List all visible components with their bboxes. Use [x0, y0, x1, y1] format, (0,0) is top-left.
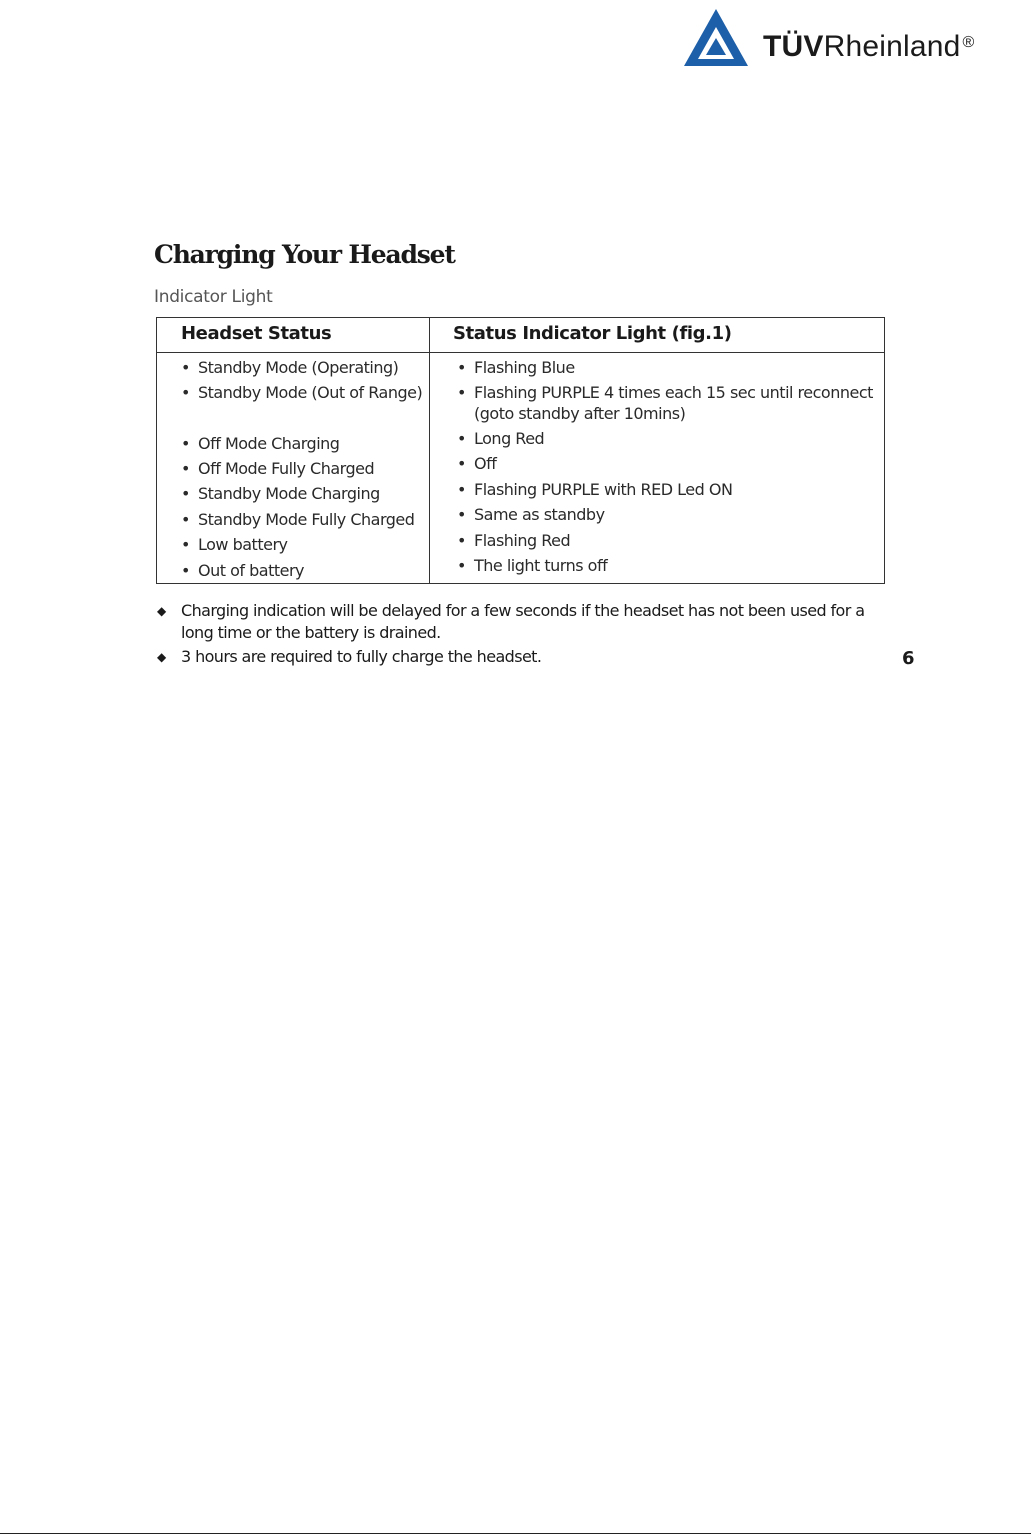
registered-mark: ® [962, 34, 975, 51]
note-text: 3 hours are required to fully charge the headset. [181, 647, 542, 666]
list-item: • Standby Mode Fully Charged [181, 509, 414, 530]
page-title: Charging Your Headset [154, 240, 455, 269]
section-subtitle: Indicator Light [154, 287, 273, 307]
header-divider [157, 352, 884, 353]
list-item: • Long Red [457, 428, 544, 449]
list-item: • Standby Mode Charging [181, 483, 380, 504]
list-item: • Standby Mode (Out of Range) [181, 382, 422, 403]
list-item: • Low battery [181, 534, 288, 555]
list-item: • Off Mode Fully Charged [181, 458, 374, 479]
logo-wordmark [763, 30, 975, 64]
list-item: • Flashing Blue [457, 357, 575, 378]
header-headset-status: Headset Status [181, 323, 332, 344]
list-item: • Flashing Red [457, 530, 570, 551]
list-item: • Standby Mode (Operating) [181, 357, 398, 378]
list-item-continuation: (goto standby after 10mins) [474, 404, 686, 423]
note-text: Charging indication will be delayed for a few seconds if the headset has not been used for a long time or the battery is drained. [181, 601, 865, 642]
list-item: • Off Mode Charging [181, 433, 339, 454]
list-item: • Same as standby [457, 504, 605, 525]
logo-brand-bold: TÜV [763, 30, 824, 63]
list-item: • Off [457, 453, 496, 474]
note-item [157, 646, 897, 668]
logo-brand-rest: Rheinland [823, 30, 961, 63]
list-item: • Flashing PURPLE 4 times each 15 sec until reconnect [457, 382, 873, 403]
list-item: • The light turns off [457, 555, 607, 576]
column-divider [429, 318, 430, 583]
list-item: • Out of battery [181, 560, 304, 581]
footer-rule [0, 1533, 1031, 1534]
tuv-rheinland-logo [683, 8, 1013, 68]
list-item: • Flashing PURPLE with RED Led ON [457, 479, 732, 500]
triangle-logo-icon [683, 8, 749, 68]
diamond-bullet-icon: ◆ [157, 650, 166, 664]
diamond-bullet-icon: ◆ [157, 604, 166, 618]
note-item [157, 600, 897, 644]
indicator-light-table [156, 317, 885, 584]
header-status-indicator-light: Status Indicator Light (fig.1) [453, 323, 732, 344]
charging-notes [157, 600, 897, 670]
page-number: 6 [902, 648, 915, 669]
